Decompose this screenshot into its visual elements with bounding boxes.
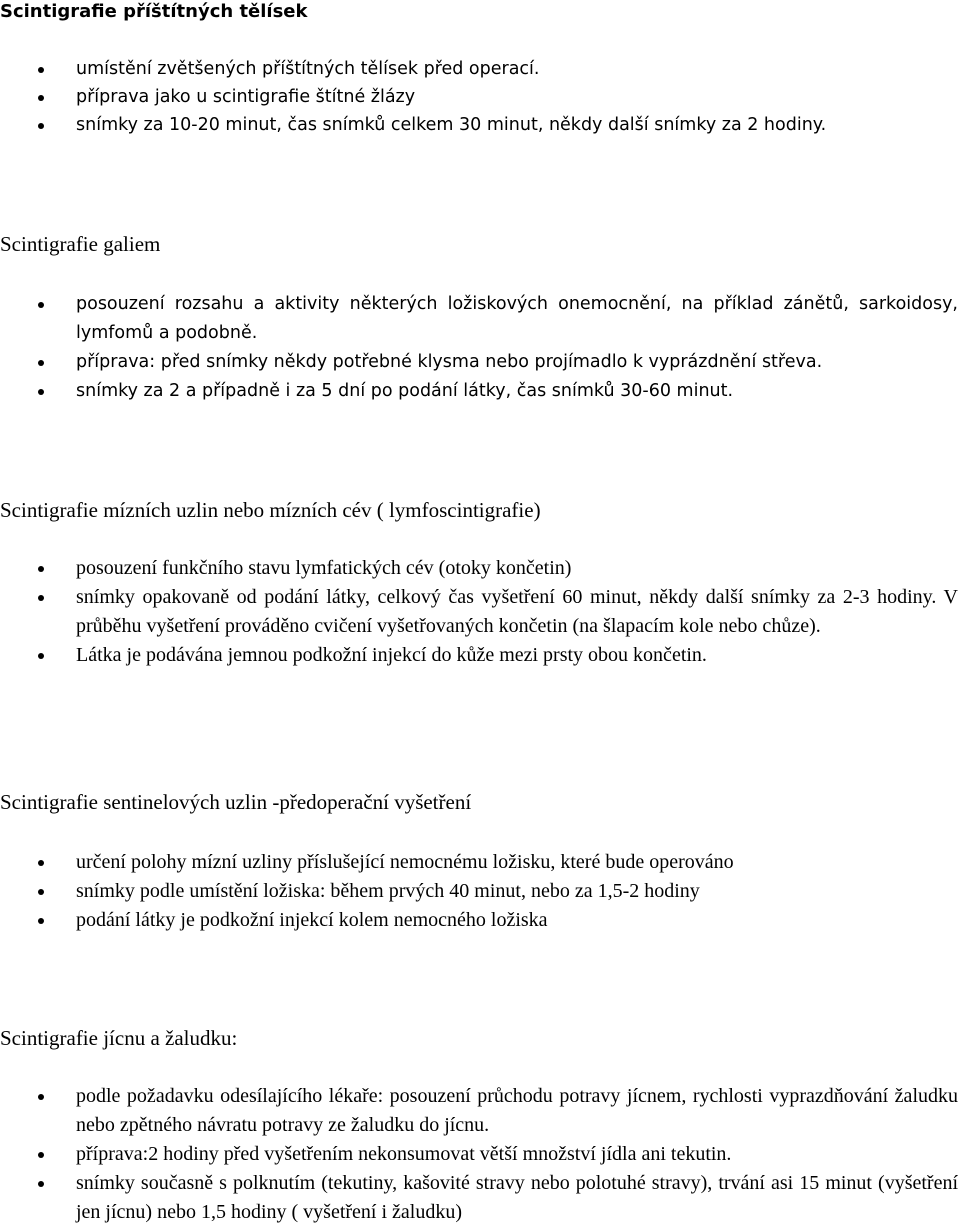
list-item: podle požadavku odesílajícího lékaře: posouzení průchodu potravy jícnem, rychlosti vyprazdňování žaludku nebo zpětného návratu potravy ze žaludku do jícnu.: [0, 1082, 960, 1140]
bullet-icon: [38, 653, 44, 659]
bullet-list: [0, 848, 960, 935]
bullet-icon: [38, 95, 44, 101]
section-title: Scintigrafie galiem: [0, 232, 161, 256]
bullet-icon: [38, 67, 44, 73]
list-item: podání látky je podkožní injekcí kolem nemocného ložiska: [0, 906, 960, 935]
list-item: umístění zvětšených příštítných tělísek před operací.: [0, 55, 960, 83]
section-title: Scintigrafie jícnu a žaludku:: [0, 1026, 238, 1050]
list-item: příprava: před snímky někdy potřebné klysma nebo projímadlo k vyprázdnění střeva.: [0, 348, 960, 377]
list-item: posouzení funkčního stavu lymfatických cév (otoky končetin): [0, 554, 960, 583]
section-title: Scintigrafie mízních uzlin nebo mízních cév ( lymfoscintigrafie): [0, 498, 541, 522]
bullet-list: [0, 554, 960, 670]
bullet-list: [0, 290, 960, 406]
list-item: Látka je podávána jemnou podkožní injekcí do kůže mezi prsty obou končetin.: [0, 641, 960, 670]
list-item: snímky opakovaně od podání látky, celkový čas vyšetření 60 minut, někdy další snímky za 2-3 hodiny. V průběhu vyšetření prováděno cvičení vyšetřovaných končetin (na šlapacím kole nebo chůze).: [0, 583, 960, 641]
bullet-icon: [38, 566, 44, 572]
list-item: příprava jako u scintigrafie štítné žlázy: [0, 83, 960, 111]
bullet-icon: [38, 123, 44, 129]
bullet-icon: [38, 360, 44, 366]
bullet-icon: [38, 918, 44, 924]
bullet-icon: [38, 595, 44, 601]
bullet-icon: [38, 302, 44, 308]
list-item: posouzení rozsahu a aktivity některých ložiskových onemocnění, na příklad zánětů, sarkoidosy, lymfomů a podobně.: [0, 290, 960, 348]
bullet-icon: [38, 389, 44, 395]
list-item: snímky současně s polknutím (tekutiny, kašovité stravy nebo polotuhé stravy), trvání asi 15 minut (vyšetření jen jícnu) nebo 1,5 hodiny ( vyšetření i žaludku): [0, 1169, 960, 1227]
bullet-icon: [38, 860, 44, 866]
list-item: snímky za 10-20 minut, čas snímků celkem 30 minut, někdy další snímky za 2 hodiny.: [0, 111, 960, 139]
bullet-icon: [38, 1152, 44, 1158]
list-item: příprava:2 hodiny před vyšetřením nekonsumovat větší množství jídla ani tekutin.: [0, 1140, 960, 1169]
list-item: snímky za 2 a případně i za 5 dní po podání látky, čas snímků 30-60 minut.: [0, 377, 960, 406]
bullet-icon: [38, 1181, 44, 1187]
list-item: určení polohy mízní uzliny příslušející nemocnému ložisku, které bude operováno: [0, 848, 960, 877]
bullet-list: [0, 55, 960, 139]
bullet-icon: [38, 1094, 44, 1100]
bullet-icon: [38, 889, 44, 895]
bullet-list: [0, 1082, 960, 1227]
list-item: snímky podle umístění ložiska: během prvých 40 minut, nebo za 1,5-2 hodiny: [0, 877, 960, 906]
section-title: Scintigrafie sentinelových uzlin -předoperační vyšetření: [0, 790, 472, 814]
section-title: Scintigrafie příštítných tělísek: [0, 1, 308, 22]
